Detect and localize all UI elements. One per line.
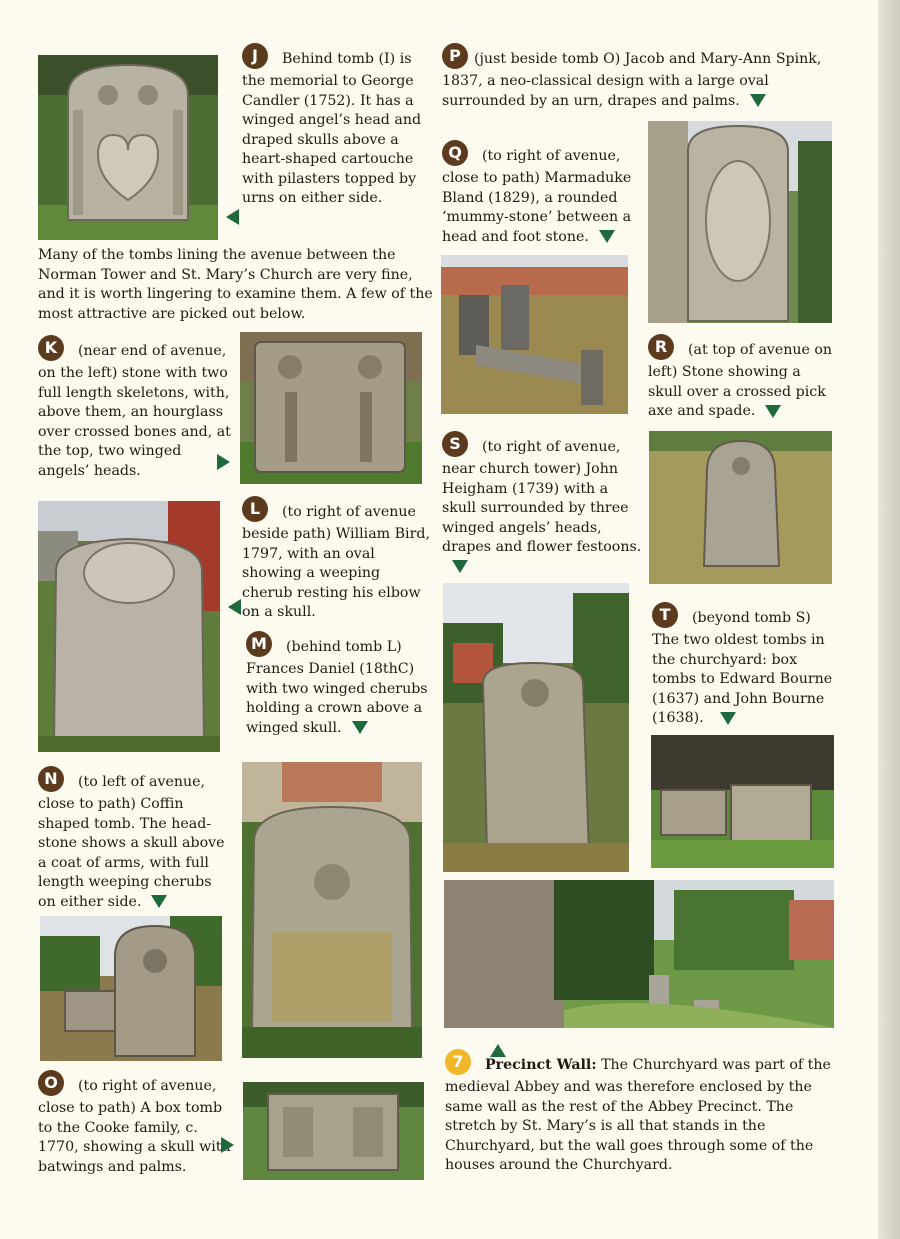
entry-q [442,143,642,247]
entry-s [442,434,642,577]
entry-r-text: (at top of avenue on left) Stone showing a skull over a crossed pick axe and spade. [648,342,833,419]
arrow-down-q [599,230,615,243]
badge-r: R [648,334,674,360]
entry-o-text: (to right of avenue, close to path) A box tomb to the Cooke family, c. 1770, showing a skull with batwings and palms. [38,1078,231,1175]
photo-tomb-j [38,55,218,240]
photo-tomb-k [240,332,422,484]
entry-n-text: (to left of avenue, close to path) Coffin shaped tomb. The head-stone shows a skull above a coat of arms, with full length weeping cherubs on either side. [38,774,225,910]
badge-precinct-number: 7 [445,1049,471,1075]
entry-k [38,338,233,481]
photo-tomb-t [651,735,834,868]
photo-tomb-s [443,583,629,872]
arrow-left-l [228,596,241,615]
precinct-wall [445,1052,840,1176]
entry-m [246,634,431,738]
badge-l: L [242,496,268,522]
badge-p: P [442,43,468,69]
badge-k: K [38,335,64,361]
photo-tomb-m [242,762,422,1058]
page-edge [878,0,900,1239]
arrow-down-m [352,721,368,734]
entry-q-text: (to right of avenue, close to path) Marmaduke Bland (1829), a rounded ‘mummy-stone’ between a head and foot stone. [442,148,632,245]
badge-j: J [242,43,268,69]
entry-t [652,605,842,729]
photo-precinct-wall [444,880,834,1028]
entry-m-text: (behind tomb L) Frances Daniel (18thC) with two winged cherubs holding a crown above a winged skull. [246,639,428,736]
entry-j-text: Behind tomb (I) is the memorial to George Candler (1752). It has a winged angel’s head and draped skulls above a heart-shaped cartouche with pilasters topped by urns on either side. [242,51,422,206]
entry-s-text: (to right of avenue, near church tower) John Heigham (1739) with a skull surrounded by three winged angels’ heads, drapes and flower festoons. [442,439,642,555]
arrow-down-t [720,712,736,725]
arrow-left-j [226,206,239,225]
badge-q: Q [442,140,468,166]
arrow-down-r [765,405,781,418]
entry-t-text: (beyond tomb S) The two oldest tombs in the churchyard: box tombs to Edward Bourne (1637) and John Bourne (1638). [652,610,833,726]
entry-p-text: (just beside tomb O) Jacob and Mary-Ann Spink, 1837, a neo-classical design with a large oval surrounded by an urn, drapes and palms. [442,51,822,109]
photo-tomb-l [38,501,220,752]
entry-o [38,1073,233,1177]
badge-s: S [442,431,468,457]
arrow-right-o [221,1134,234,1153]
photo-tomb-q [441,255,628,414]
arrow-right-k [217,451,230,470]
badge-n: N [38,766,64,792]
photo-tomb-r [649,431,832,584]
badge-o: O [38,1070,64,1096]
entry-r [648,337,838,422]
arrow-down-n [151,895,167,908]
entry-k-text: (near end of avenue, on the left) stone with two full length skeletons, with, above them, an hourglass over crossed bones and, at the top, two winged angels’ heads. [38,343,231,479]
photo-tomb-n [40,916,222,1061]
photo-tomb-p [648,121,832,323]
badge-m: M [246,631,272,657]
entry-l-text: (to right of avenue beside path) William Bird, 1797, with an oval showing a weeping cherub resting his elbow on a skull. [242,504,430,620]
precinct-heading: Precinct Wall: [485,1057,597,1073]
entry-n [38,769,233,912]
photo-tomb-o [243,1082,424,1180]
arrow-down-s [452,560,468,573]
intro-text: Many of the tombs lining the avenue between the Norman Tower and St. Mary’s Church are very fine, and it is worth lingering to examine them. A few of the most attractive are picked out below. [38,247,433,322]
precinct-text: The Churchyard was part of the medieval Abbey and was therefore enclosed by the same wall as the rest of the Abbey Precinct. The stretch by St. Mary’s is all that stands in the Churchyard, but the wall goes through some of the houses around the Churchyard. [445,1057,831,1173]
entry-p [442,46,834,111]
entry-l [242,499,432,623]
badge-t: T [652,602,678,628]
entry-j [242,46,427,209]
arrow-down-p [750,94,766,107]
